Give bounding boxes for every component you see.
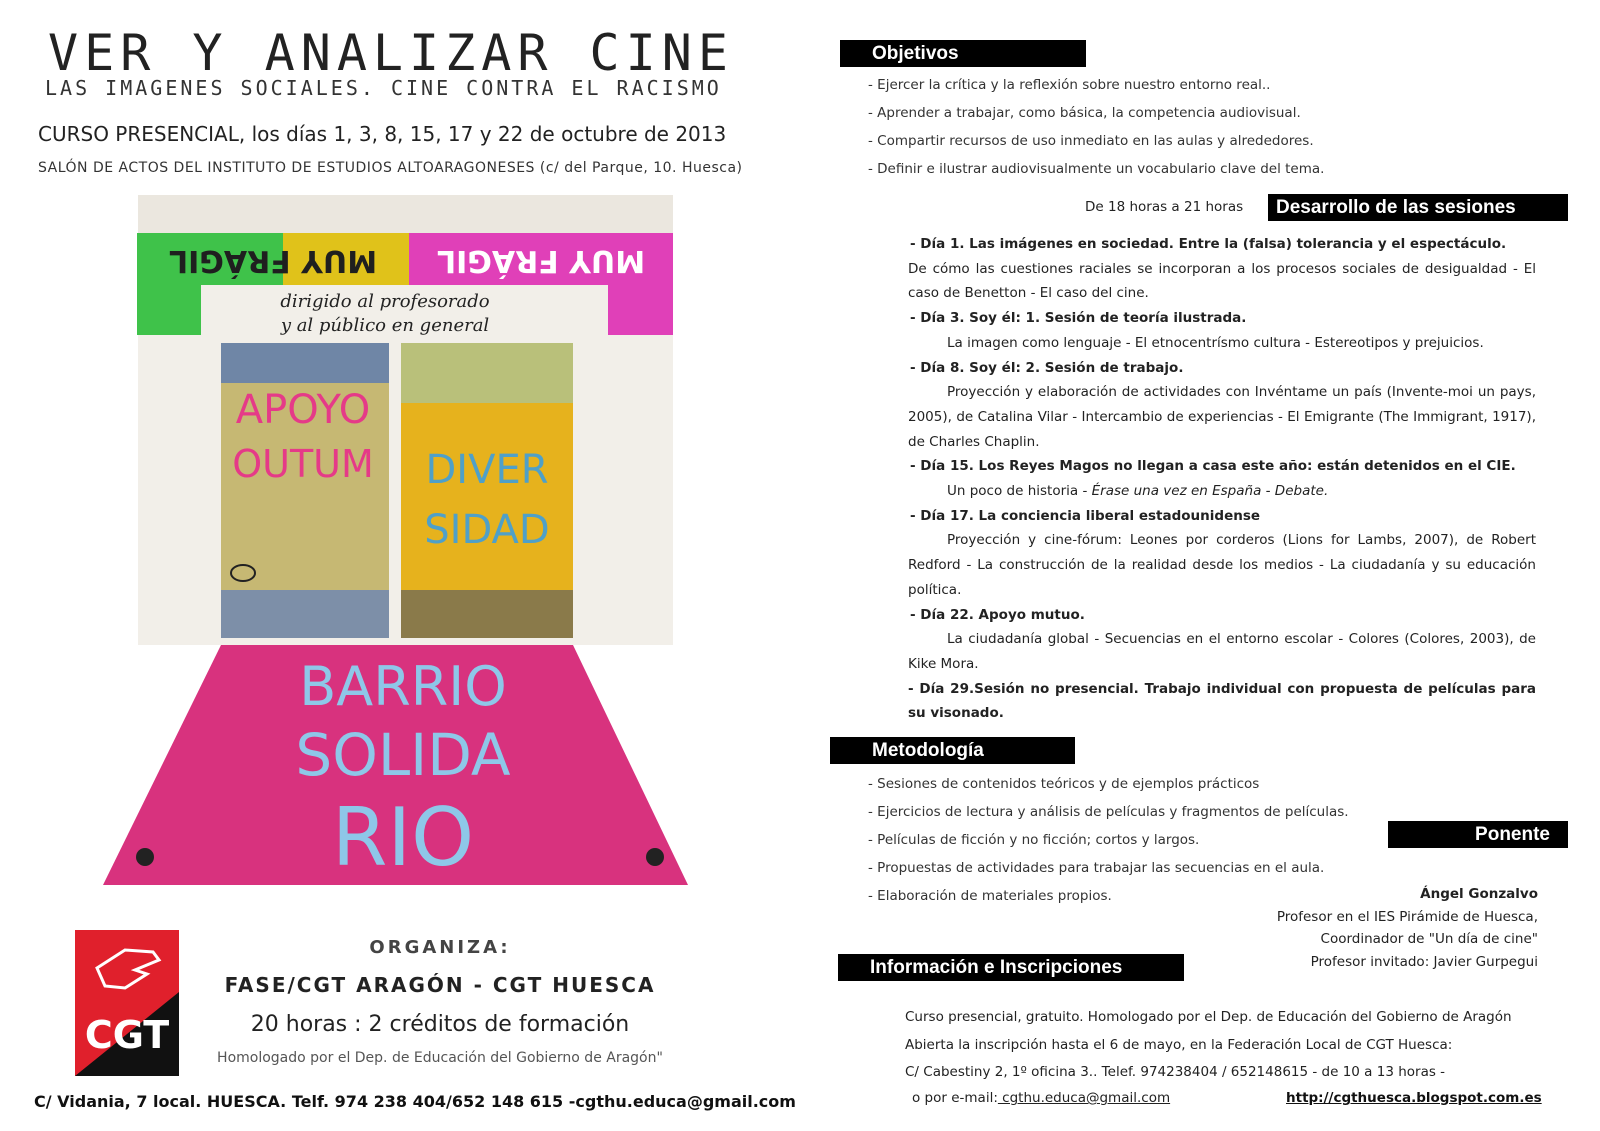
organiza-label: ORGANIZA: [369, 937, 511, 958]
session-description: La ciudadanía global - Secuencias en el entorno escolar - Colores (Colores, 2003), de Kike Mora. [908, 631, 1536, 672]
wall-right-text-2: SIDAD [424, 507, 550, 553]
metodologia-item: - Sesiones de contenidos teóricos y de ejemplos prácticos [868, 776, 1260, 792]
metodologia-item: - Propuestas de actividades para trabajar las secuencias en el aula. [868, 860, 1325, 876]
info-heading: Información e Inscripciones [838, 954, 1184, 981]
session-title: - Día 15. Los Reyes Magos no llegan a casa este año: están detenidos en el CIE. [910, 458, 1516, 475]
organizer-name: FASE/CGT ARAGÓN - CGT HUESCA [224, 973, 656, 997]
objetivo-item: - Aprender a trabajar, como básica, la competencia audiovisual. [868, 105, 1301, 121]
ponente-info [1220, 883, 1538, 973]
session-description: La imagen como lenguaje - El etnocentrísmo cultura - Estereotipos y prejuicios. [947, 334, 1484, 351]
metodologia-item: - Películas de ficción y no ficción; cortos y largos. [868, 832, 1200, 848]
ponente-line: Profesor en el IES Pirámide de Huesca, [1276, 908, 1538, 925]
info-line: Abierta la inscripción hasta el 6 de mayo, en la Federación Local de CGT Huesca: [905, 1036, 1453, 1053]
green-sign-text: MUY FRÁGIL [168, 243, 378, 278]
wall-panel-right [401, 343, 573, 638]
homologado-note: Homologado por el Dep. de Educación del Gobierno de Aragón" [217, 1050, 663, 1066]
main-title: VER Y ANALIZAR CINE [48, 24, 734, 82]
session-title: - Día 3. Soy él: 1. Sesión de teoría ilustrada. [910, 310, 1247, 327]
floor-text-2: SOLIDA [295, 721, 511, 789]
info-line: C/ Cabestiny 2, 1º oficina 3.. Telef. 974238404 / 652148615 - de 10 a 13 horas - [905, 1064, 1446, 1080]
sessions-list [908, 232, 1536, 726]
ponente-line: Coordinador de "Un día de cine" [1320, 931, 1538, 947]
wall-left-text-2: OUTUM [232, 442, 374, 486]
session-description [908, 479, 1536, 504]
floor-panel [103, 645, 688, 885]
subtitle: LAS IMAGENES SOCIALES. CINE CONTRA EL RACISMO [45, 76, 722, 100]
objetivo-item: - Definir e ilustrar audiovisualmente un vocabulario clave del tema. [868, 161, 1325, 177]
session-title: - Día 22. Apoyo mutuo. [910, 606, 1085, 623]
floor-text-3: RIO [331, 791, 475, 884]
objetivos-heading: Objetivos [840, 40, 1086, 67]
venue: SALÓN DE ACTOS DEL INSTITUTO DE ESTUDIOS ALTOARAGONESES (c/ del Parque, 10. Huesca) [38, 160, 743, 176]
session-title: - Día 29.Sesión no presencial. Trabajo individual con propuesta de películas para su visonado. [908, 680, 1536, 722]
session-title: - Día 17. La conciencia liberal estadounidense [910, 507, 1261, 524]
metodologia-heading: Metodología [830, 737, 1075, 764]
metodologia-item: - Ejercicios de lectura y análisis de películas y fragmentos de películas. [868, 804, 1349, 820]
website-link[interactable]: http://cgthuesca.blogspot.com.es [1286, 1090, 1542, 1106]
email-link[interactable]: cgthu.educa@gmail.com [997, 1090, 1171, 1106]
info-line: Curso presencial, gratuito. Homologado por el Dep. de Educación del Gobierno de Aragón [905, 1009, 1512, 1025]
objetivos-list [868, 71, 1324, 183]
session-description: De cómo las cuestiones raciales se incorporan a los procesos sociales de desigualdad - El caso de Benetton - El caso del cine. [908, 260, 1536, 302]
floor-text-1: BARRIO [299, 655, 507, 718]
email-line [912, 1090, 1170, 1106]
handwritten-line-2: y al público en general [280, 315, 490, 336]
ponente-line: Profesor invitado: Javier Gurpegui [1310, 953, 1538, 970]
wall-right-text-1: DIVER [425, 447, 549, 493]
cgt-logo-text: CGT [84, 1013, 170, 1057]
metodologia-item: - Elaboración de materiales propios. [868, 888, 1112, 904]
session-description-plain: Un poco de historia - [947, 483, 1092, 500]
info-text [905, 1004, 1512, 1087]
schedule-hours: De 18 horas a 21 horas [1085, 199, 1244, 215]
pink-sign-text: MUY FRÁGIL [436, 243, 646, 278]
objetivo-item: - Compartir recursos de uso inmediato en las aulas y alrededores. [868, 133, 1314, 149]
hours-credits: 20 horas : 2 créditos de formación [250, 1012, 630, 1037]
poster-image [103, 195, 708, 907]
session-description: Proyección y cine-fórum: Leones por corderos (Lions for Lambs, 2007), de Robert Redford - La construcción de la realidad desde los medios - La ciudadanía y su educación política. [908, 532, 1536, 598]
wall-panel-left [221, 343, 389, 638]
session-description-italic: Érase una vez en España - Debate. [1091, 483, 1329, 500]
session-description: Proyección y elaboración de actividades con Invéntame un país (Invente-moi un pays, 2005), de Catalina Vilar - Intercambio de experiencias - El Emigrante (The Immigrant, 1917), de Charles Chaplin. [908, 384, 1536, 450]
desarrollo-heading: Desarrollo de las sesiones [1268, 194, 1568, 221]
course-dates: CURSO PRESENCIAL, los días 1, 3, 8, 15, 17 y 22 de octubre de 2013 [38, 122, 727, 146]
organizer-address: C/ Vidania, 7 local. HUESCA. Telf. 974 238 404/652 148 615 -cgthu.educa@gmail.com [34, 1092, 796, 1111]
wall-left-text-1: APOYO [235, 387, 371, 433]
objetivo-item: - Ejercer la crítica y la reflexión sobre nuestro entorno real.. [868, 77, 1271, 93]
cgt-logo [75, 930, 179, 1076]
ponente-name: Ángel Gonzalvo [1420, 886, 1538, 902]
handwritten-line-1: dirigido al profesorado [280, 291, 490, 312]
session-title: - Día 8. Soy él: 2. Sesión de trabajo. [910, 359, 1184, 376]
session-title: - Día 1. Las imágenes en sociedad. Entre la (falsa) tolerancia y el espectáculo. [910, 236, 1507, 252]
email-label: o por e-mail: [912, 1090, 998, 1106]
ponente-heading: Ponente [1388, 821, 1568, 848]
